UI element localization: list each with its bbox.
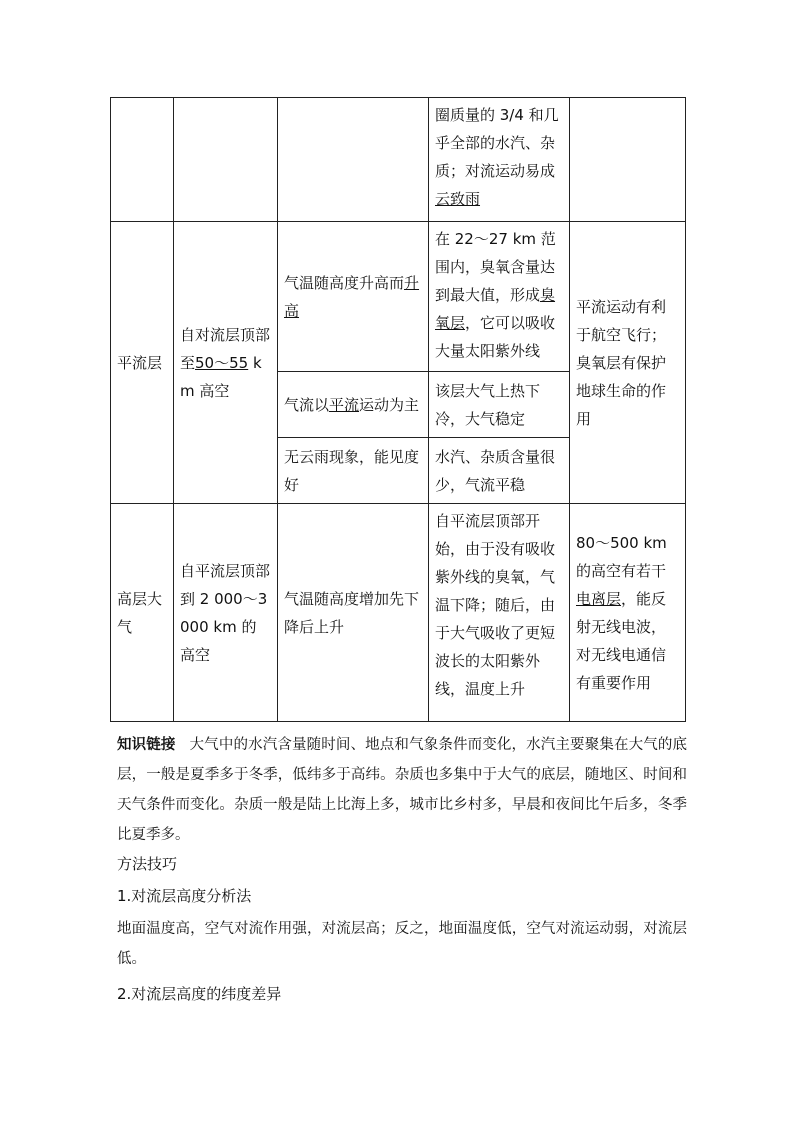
feature-text: 气温随高度升高而 bbox=[284, 273, 405, 292]
method-heading: 方法技巧 bbox=[117, 855, 178, 873]
layer-name: 平流层 bbox=[117, 353, 163, 372]
feature-text: 气温随高度增加先下降后上升 bbox=[284, 589, 420, 636]
underlined-text: 平流 bbox=[329, 395, 360, 414]
feature-cell bbox=[278, 438, 429, 504]
reason-cell bbox=[429, 438, 570, 504]
knowledge-link-paragraph bbox=[117, 730, 687, 850]
underlined-text: 云致雨 bbox=[435, 190, 481, 208]
table-cell bbox=[278, 98, 429, 222]
cell-text: 圈质量的 3/4 和几乎全部的水汽、杂质；对流运动易成 bbox=[435, 106, 559, 180]
height-range-text: km 高空 bbox=[180, 353, 262, 400]
underlined-text: 50～55 bbox=[195, 353, 249, 372]
height-range-text: 自平流层顶部到 2 000～3 000 km 的高空 bbox=[180, 561, 271, 664]
layer-name-cell bbox=[111, 222, 174, 504]
reason-text: 在 22～27 km 范围内，臭氧含量达到最大值，形成 bbox=[435, 230, 556, 304]
feature-cell bbox=[278, 504, 429, 722]
table-row bbox=[111, 504, 686, 722]
knowledge-link-text: 大气中的水汽含量随时间、地点和气象条件而变化，水汽主要聚集在大气的底层，一般是夏季多于冬季，低纬多于高纬。杂质也多集中于大气的底层，随地区、时间和天气条件而变化。杂质一般是陆上比海上多，城市比乡村多，早晨和夜间比午后多，冬季比夏季多。 bbox=[117, 737, 688, 843]
impact-cell bbox=[570, 222, 686, 504]
knowledge-link-label: 知识链接 bbox=[117, 737, 176, 753]
impact-text: 平流运动有利于航空飞行；臭氧层有保护地球生命的作用 bbox=[576, 297, 667, 428]
impact-text: ，能反射无线电波，对无线电通信有重要作用 bbox=[576, 589, 667, 692]
height-range-cell bbox=[174, 222, 278, 504]
table-row bbox=[111, 98, 686, 222]
reason-cell bbox=[429, 222, 570, 372]
table-cell bbox=[429, 98, 570, 222]
reason-text: 自平流层顶部开始，由于没有吸收紫外线的臭氧，气温下降；随后，由于大气吸收了更短波长的太阳紫外线，温度上升 bbox=[435, 512, 556, 698]
underlined-text: 臭氧层 bbox=[435, 286, 556, 332]
reason-cell bbox=[429, 504, 570, 722]
reason-text: 水汽、杂质含量很少，气流平稳 bbox=[435, 447, 556, 494]
layer-name-cell bbox=[111, 504, 174, 722]
table-cell bbox=[570, 98, 686, 222]
reason-text: 该层大气上热下冷，大气稳定 bbox=[435, 381, 541, 428]
table-cell bbox=[111, 98, 174, 222]
feature-text: 气流以 bbox=[284, 395, 330, 414]
atmosphere-layers-table bbox=[110, 97, 686, 722]
underlined-text: 电离层 bbox=[576, 589, 622, 608]
reason-cell bbox=[429, 372, 570, 438]
underlined-text: 升高 bbox=[284, 273, 420, 320]
feature-cell bbox=[278, 222, 429, 372]
layer-name: 高层大气 bbox=[117, 589, 163, 636]
feature-cell bbox=[278, 372, 429, 438]
reason-text: ，它可以吸收大量太阳紫外线 bbox=[435, 314, 556, 360]
method-item-1-text: 地面温度高，空气对流作用强，对流层高；反之，地面温度低，空气对流运动弱，对流层低。 bbox=[117, 921, 687, 967]
height-range-text: 自对流层顶部至 bbox=[180, 325, 271, 372]
height-range-cell bbox=[174, 504, 278, 722]
method-item-2-title: 2.对流层高度的纬度差异 bbox=[117, 985, 282, 1003]
feature-text: 无云雨现象，能见度好 bbox=[284, 447, 420, 494]
table-cell bbox=[174, 98, 278, 222]
method-item-1-title: 1.对流层高度分析法 bbox=[117, 887, 252, 905]
table-row bbox=[111, 222, 686, 372]
impact-text: 80～500 km 的高空有若干 bbox=[576, 533, 667, 580]
feature-text: 运动为主 bbox=[359, 395, 420, 414]
impact-cell bbox=[570, 504, 686, 722]
